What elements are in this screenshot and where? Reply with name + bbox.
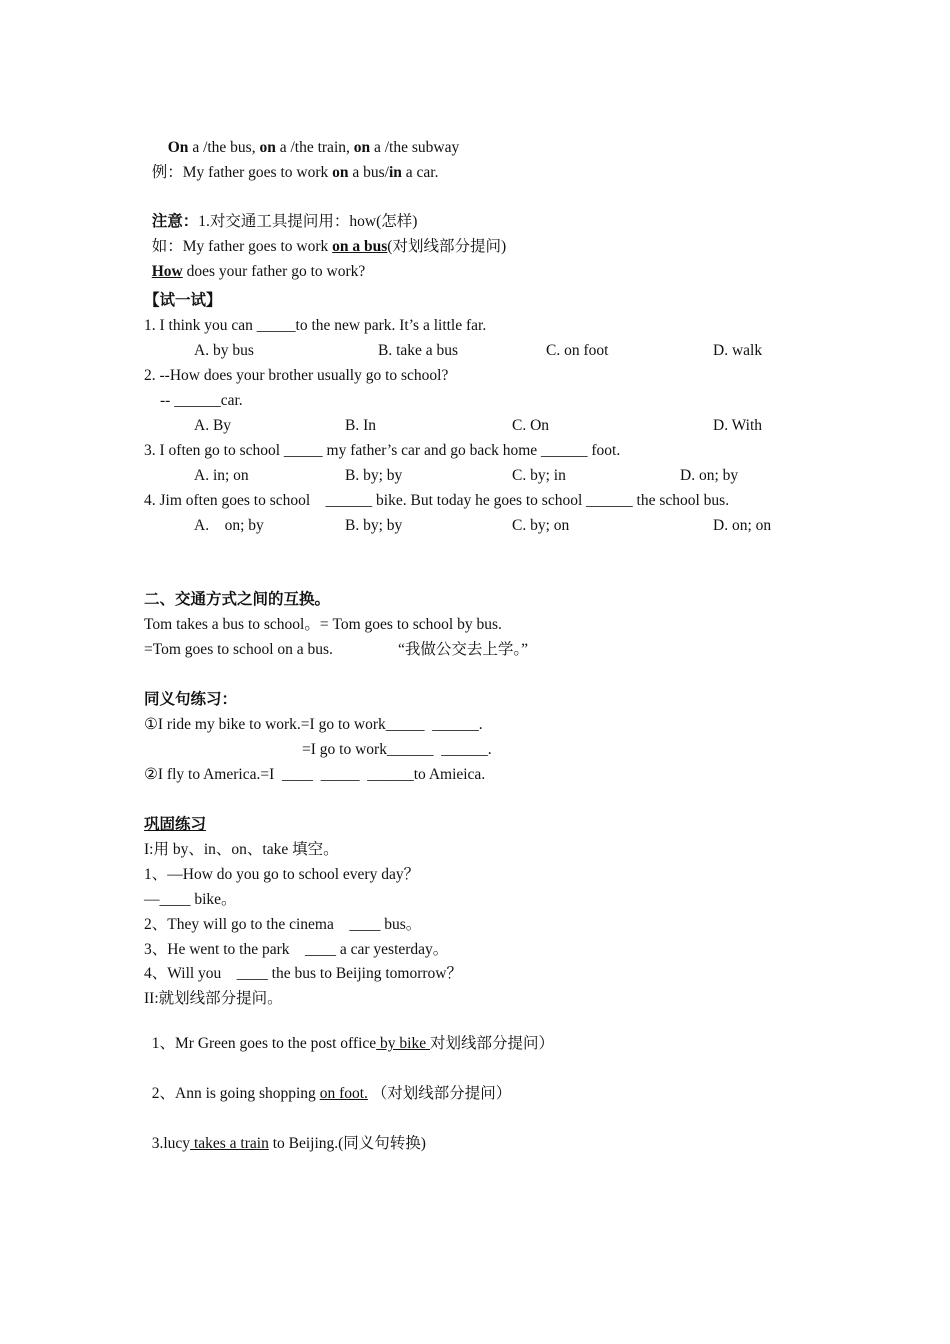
q2-option-c: C. On [512,417,550,434]
part-i-question-3: 3、He went to the park ____ a car yesterday。 [144,941,449,958]
example-text-2: a bus/ [348,164,389,181]
intro-on-3: on [353,139,371,156]
question-3: 3. I often go to school _____ my father’s car and go back home ______ foot. [144,442,621,459]
q2-option-b: B. In [345,417,376,434]
example-in: in [388,164,402,181]
part-ii-question-3 [144,1114,426,1154]
q4-option-d: D. on; on [713,517,772,534]
ii3-underlined: takes a train [190,1135,269,1152]
note-instruction: (对划线部分提问) [387,238,507,255]
part-i-question-1: 1、—How do you go to school every day？ [144,866,420,883]
ii1-text: 1、Mr Green goes to the post office [151,1035,377,1052]
q4-option-a: A. on; by [194,517,264,534]
ii1-underlined: by bike [376,1035,430,1052]
example-on: on [332,164,349,181]
synonym-line-1: ①I ride my bike to work.=I go to work_____ ______. [144,716,483,733]
question-2: 2. --How does your brother usually go to school? [144,367,449,384]
ii2-instruction: （对划线部分提问） [367,1085,512,1102]
example-text-3: a car. [401,164,439,181]
intro-text-3: a /the subway [370,139,460,156]
part-ii-question-1 [144,1014,554,1054]
q3-option-b: B. by; by [345,467,403,484]
part-ii-question-2 [144,1064,511,1104]
note-how: How [151,263,183,280]
note-text: 1.对交通工具提问用：how(怎样) [198,213,418,230]
intro-on-2: on [259,139,276,156]
section-2-line-1: Tom takes a bus to school。= Tom goes to school by bus. [144,616,502,633]
try-heading: 【试一试】 [144,292,222,309]
example-text: 例：My father goes to work [151,164,333,181]
question-4: 4. Jim often goes to school ______ bike. But today he goes to school ______ the school bus. [144,492,730,509]
note-example: 如：My father goes to work [151,238,333,255]
note-label: 注意： [151,213,199,230]
question-2-answer: -- ______car. [160,392,243,409]
consolidation-heading: 巩固练习 [144,816,207,833]
intro-text-1: a /the bus, [188,139,260,156]
ii1-instruction: 对划线部分提问） [429,1035,554,1052]
q1-option-a: A. by bus [194,342,254,359]
q3-option-c: C. by; in [512,467,566,484]
section-2-heading: 二、交通方式之间的互换。 [144,591,331,608]
ii3-instruction: to Beijing.(同义句转换) [268,1135,426,1152]
section-2-line-2: =Tom goes to school on a bus. [144,641,333,658]
q1-option-c: C. on foot [546,342,609,359]
part-i-question-2: 2、They will go to the cinema ____ bus。 [144,916,422,933]
q4-option-c: C. by; on [512,517,570,534]
note-question: does your father go to work? [182,263,366,280]
q2-option-d: D. With [713,417,763,434]
part-i-heading: I:用 by、in、on、take 填空。 [144,841,339,858]
question-1: 1. I think you can _____to the new park. It’s a little far. [144,317,487,334]
part-ii-heading: II:就划线部分提问。 [144,990,283,1007]
intro-line-2 [144,143,438,183]
part-i-answer-1: —____ bike。 [144,891,237,908]
intro-text-2: a /the train, [275,139,354,156]
note-underlined-phrase: on a bus [332,238,388,255]
q3-option-d: D. on; by [680,467,739,484]
synonym-line-3: ②I fly to America.=I ____ _____ ______to Amieica. [144,766,486,783]
q2-option-a: A. By [194,417,232,434]
q4-option-b: B. by; by [345,517,403,534]
q1-option-d: D. walk [713,342,763,359]
note-line-3 [144,242,365,282]
q3-option-a: A. in; on [194,467,249,484]
section-2-translation: “我做公交去上学。” [398,641,529,658]
q1-option-b: B. take a bus [378,342,459,359]
part-i-question-4: 4、Will you ____ the bus to Beijing tomorrow？ [144,965,462,982]
intro-on-1: On [167,139,189,156]
synonym-line-2: =I go to work______ ______. [302,741,492,758]
ii2-text: 2、Ann is going shopping [151,1085,320,1102]
ii3-text: 3.lucy [151,1135,191,1152]
synonym-heading: 同义句练习： [144,691,238,708]
ii2-underlined: on foot. [319,1085,368,1102]
